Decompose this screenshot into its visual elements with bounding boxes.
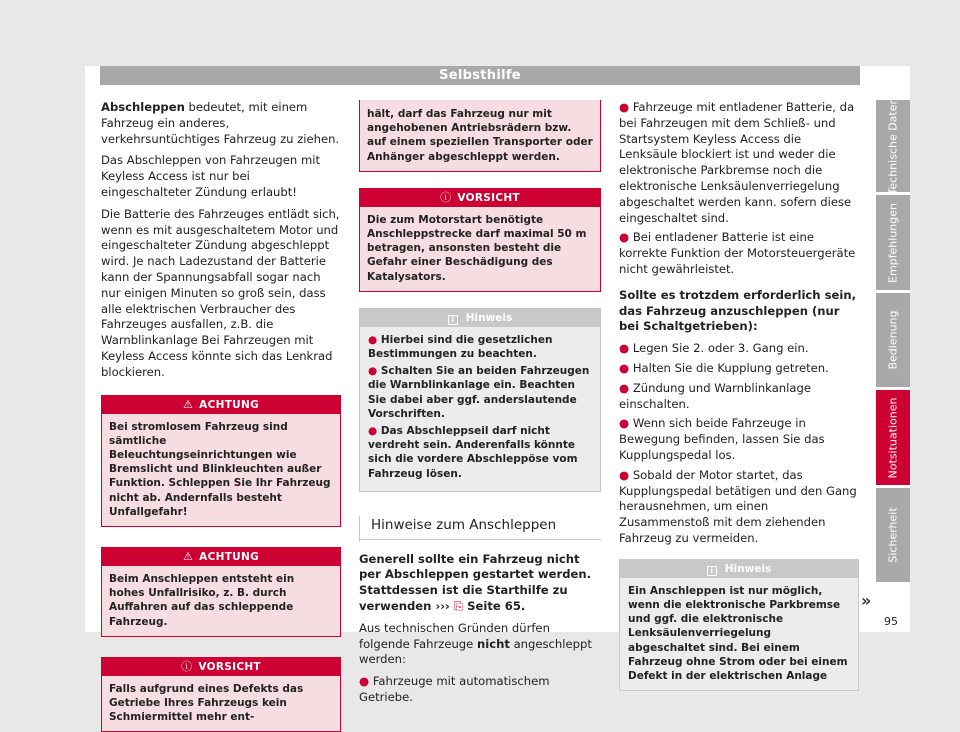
list-item (359, 674, 601, 706)
bullet-icon: ● (619, 230, 633, 245)
caution-text-continued: hält, darf das Fahrzeug nur mit angehobenen Antriebsrädern bzw. auf einem speziellen Transporter oder Anhänger abgeschleppt werden. (360, 100, 600, 171)
list-item (368, 424, 592, 481)
list-item-text: Halten Sie die Kupplung getreten. (632, 360, 829, 375)
page-reference-icon: ⎘ (453, 599, 464, 614)
list-item (619, 100, 859, 226)
caution-text: Die zum Motorstart benötigte Anschleppstrecke darf maximal 50 m betragen, ansonsten besteht die Gefahr einer Beschädigung des Katalysators. (360, 207, 600, 291)
list-item-text: Fahrzeuge mit automatischem Getriebe. (359, 674, 550, 705)
warning-triangle-icon: ⚠ (183, 549, 194, 563)
list-item (619, 230, 859, 277)
caution-box-2 (359, 188, 601, 292)
bullet-icon: ● (619, 467, 633, 482)
list-item (368, 333, 592, 361)
hint-title: Hinweis (724, 562, 772, 575)
paragraph-intro (359, 552, 601, 615)
tab-empfehlungen[interactable] (876, 195, 910, 290)
tab-label: Empfehlungen (886, 202, 900, 283)
caution-box-1 (101, 657, 341, 732)
bullet-icon: ● (619, 341, 633, 356)
caution-title: VORSICHT (457, 191, 520, 204)
list-item-text: Fahrzeuge mit entladener Batterie, da bei Fahrzeugen mit dem Schließ- und Startsystem Keyless Access die Lenksäule blockiert ist und weder die elektronische Parkbremse noch die elektronische Lenksäulenverriegelung abgeschaltet werden kann. sofern diese eingeschaltet sind. (619, 100, 855, 225)
column-3 (619, 100, 859, 691)
subheading: Sollte es trotzdem erforderlich sein, das Fahrzeug anzuschleppen (nur bei Schaltgetrieben): (619, 287, 856, 334)
list-item-text: Bei entladener Batterie ist eine korrekte Funktion der Motorsteuergeräte nicht gewährleistet. (619, 230, 856, 276)
list-item (619, 468, 859, 547)
bullet-icon: ● (619, 360, 633, 375)
list-item (619, 361, 859, 377)
paragraph-battery: Die Batterie des Fahrzeuges entlädt sich, wenn es mit ausgeschaltetem Motor und eingeschalteter Zündung abgeschleppt wird. Je nach Ladezustand der Batterie kann der Spannungsabfall sogar nach nur einigen Minuten so groß sein, dass alle elektrischen Verbraucher des Fahrzeuges ausfallen, z.B. die Warnblinkanlage Bei Fahrzeugen mit Keyless Access könnte sich das Lenkrad blockieren. (101, 206, 340, 379)
caution-text: Falls aufgrund eines Defekts das Getriebe Ihres Fahrzeugs kein Schmiermittel mehr ent- (102, 676, 340, 732)
warning-title: ACHTUNG (199, 398, 259, 411)
continue-arrow-icon: » (861, 591, 872, 610)
warning-text: Bei stromlosem Fahrzeug sind sämtliche Beleuchtungseinrichtungen wie Bremslicht und Blinkleuchten außer Funktion. Schleppen Sie Ihr Fahrzeug nicht ab. Andernfalls besteht Unfallgefahr! (102, 414, 340, 526)
hint-body (360, 327, 600, 491)
caution-header (102, 658, 340, 676)
list-item-text: Zündung und Warnblinkanlage einschalten. (619, 380, 811, 411)
hint-header (360, 309, 600, 327)
warning-header (102, 396, 340, 414)
bullet-icon: ● (619, 100, 633, 114)
bullet-icon: ● (368, 365, 381, 378)
term-abschleppen: Abschleppen (101, 100, 185, 114)
bullet-icon: ● (619, 380, 633, 395)
tab-sicherheit[interactable] (876, 488, 910, 582)
info-icon: i (707, 566, 717, 576)
reason-text-end: angeschleppt werden: (359, 636, 592, 667)
caution-circle-icon: ⓘ (440, 190, 452, 204)
list-item (619, 416, 859, 463)
warning-triangle-icon: ⚠ (183, 397, 194, 411)
list-item (619, 381, 859, 413)
caution-title: VORSICHT (198, 660, 261, 673)
caution-circle-icon: ⓘ (181, 659, 193, 673)
list-item-text: Schalten Sie an beiden Fahrzeugen die Warnblinkanlage ein. Beachten Sie dabei aber ggf. anderslautende Vorschriften. (368, 365, 590, 420)
list-item-text: Legen Sie 2. oder 3. Gang ein. (632, 341, 809, 356)
warning-box-1 (101, 395, 341, 527)
warning-text: Beim Anschleppen entsteht ein hohes Unfallrisiko, z. B. durch Auffahren auf das schleppende Fahrzeug. (102, 566, 340, 636)
list-item-text: Wenn sich beide Fahrzeuge in Bewegung befinden, lassen Sie das Kupplungspedal los. (619, 416, 825, 462)
tab-label: Bedienung (886, 310, 900, 370)
column-2 (359, 100, 601, 710)
page-reference-link[interactable]: Seite 65 (467, 599, 521, 614)
chapter-tabs (876, 97, 910, 585)
paragraph-reason (359, 621, 601, 668)
tab-label: Technische Daten (886, 97, 900, 195)
definition-text: bedeutet, mit einem Fahrzeug ein anderes, verkehrsuntüchtiges Fahrzeug zu ziehen. (101, 100, 340, 146)
caution-box-1-continued (359, 100, 601, 172)
section-heading: Hinweise zum Anschleppen (359, 516, 601, 540)
list-item-text: Das Abschleppseil darf nicht verdreht sein. Anderenfalls könnte sich die vordere Abschleppöse vom Fahrzeug lösen. (368, 425, 578, 480)
hint-text: Ein Anschleppen ist nur möglich, wenn die elektronische Parkbremse und ggf. die elektronische Lenksäulenverriegelung abgeschaltet sind. Bei einem Fahrzeug ohne Strom oder bei einem Defekt in der elektrischen Anlage (620, 578, 858, 690)
tab-label: Sicherheit (886, 507, 900, 563)
hint-title: Hinweis (465, 311, 513, 324)
paragraph-definition (101, 100, 341, 147)
tab-technische-daten[interactable] (876, 97, 910, 195)
info-icon: i (448, 315, 458, 325)
paragraph-keyless: Das Abschleppen von Fahrzeugen mit Keyless Access ist nur bei eingeschalteter Zündung erlaubt! (101, 153, 321, 199)
list-item (368, 364, 592, 421)
tab-label: Notsituationen (886, 397, 900, 478)
chapter-header: Selbsthilfe (100, 66, 860, 85)
warning-box-2 (101, 547, 341, 637)
warning-title: ACHTUNG (199, 550, 259, 563)
bullet-icon: ● (619, 416, 633, 431)
hint-box-1 (359, 308, 601, 492)
bullet-icon: ● (368, 425, 381, 438)
column-1 (101, 100, 341, 732)
hint-header (620, 560, 858, 578)
list-item-text: Sobald der Motor startet, das Kupplungspedal betätigen und den Gang herausnehmen, um einen Zusammenstoß mit dem ziehenden Fahrzeug zu vermeiden. (619, 467, 857, 545)
reason-text: Aus technischen Gründen dürfen folgende Fahrzeuge (359, 620, 550, 651)
caution-header (360, 189, 600, 207)
reason-emphasis: nicht (476, 636, 510, 651)
page-number: 95 (884, 615, 898, 628)
tab-notsituationen[interactable] (876, 390, 910, 485)
reference-arrows: ››› (435, 599, 450, 614)
list-item (619, 341, 859, 357)
intro-end: . (520, 599, 526, 614)
bullet-icon: ● (368, 333, 381, 346)
bullet-icon: ● (359, 674, 373, 689)
warning-header (102, 548, 340, 566)
list-item-text: Hierbei sind die gesetzlichen Bestimmungen zu beachten. (368, 333, 553, 361)
hint-box-2 (619, 559, 859, 691)
intro-text: Generell sollte ein Fahrzeug nicht per Abschleppen gestartet werden. Stattdessen ist die Starthilfe zu verwenden (359, 551, 592, 614)
tab-bedienung[interactable] (876, 293, 910, 387)
